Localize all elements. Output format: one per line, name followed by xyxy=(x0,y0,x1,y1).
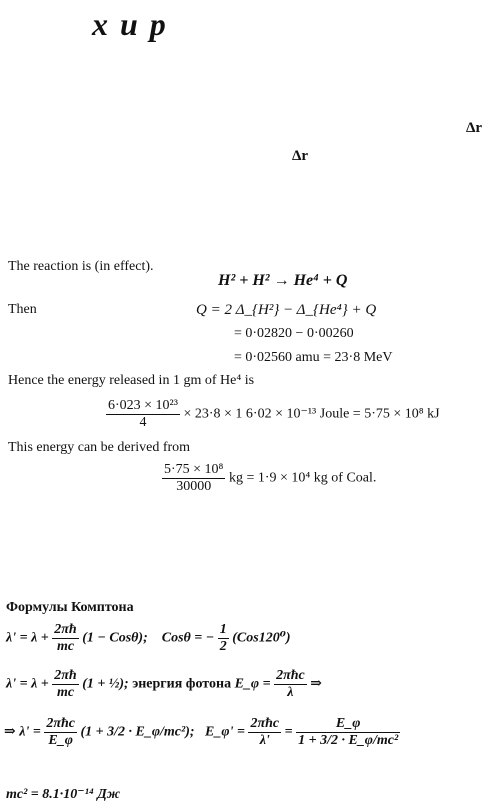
compton-formula-2: λ' = λ + $\frac{2\pi ħ}{mc}$ (1 + ½); энергия фотона E_φ = $\frac{\text{2πħc}}{\lambda}$ ⇒ xyxy=(6,668,322,700)
delta-mark-mid: Δr xyxy=(292,148,309,164)
delta-mark-right: Δr xyxy=(466,120,483,136)
reaction-intro: The reaction is (in effect). xyxy=(8,259,154,274)
compton-formula-4: mc² = 8.1·10⁻¹⁴ Дж xyxy=(6,787,121,802)
q-equation: Q = 2 Δ_{H²} − Δ_{He⁴} + Q xyxy=(196,302,377,318)
compton-title: Формулы Комптона xyxy=(6,600,134,615)
reaction-equation: H² + H² → He⁴ + Q xyxy=(218,272,348,289)
hence-text: Hence the energy released in 1 gm of He⁴ is xyxy=(8,373,255,388)
derived-text: This energy can be derived from xyxy=(8,440,191,455)
coal-fraction xyxy=(162,462,225,495)
then-label: Then xyxy=(8,302,37,317)
page-header: x и p xyxy=(92,6,168,42)
energy-numerator: 6·023 × 10²³ xyxy=(108,398,178,413)
coal-rest: kg = 1·9 × 10⁴ kg of Coal. xyxy=(228,470,377,486)
compton-formula-1: λ' = λ + $\frac{2\pi ħ}{mc}$ (1 − Cosθ); Cosθ = − $\frac{1}{2}$ (Cos120⁰) xyxy=(6,622,291,654)
energy-fraction xyxy=(106,398,180,431)
coal-numerator: 5·75 × 10⁸ xyxy=(164,462,224,477)
q-line-2: = 0·02820 − 0·00260 xyxy=(234,326,354,341)
energy-denominator: 4 xyxy=(139,415,147,430)
coal-denominator: 30000 xyxy=(176,479,212,494)
q-line-3: = 0·02560 amu = 23·8 MeV xyxy=(234,350,393,365)
coal-formula xyxy=(162,462,376,495)
energy-formula xyxy=(106,398,440,431)
compton-formula-3: ⇒ λ' = $\frac{\text{2πħc}}{E\_\varphi}$ (1 + 3/2 · E_φ/mc²); E_φ' = $\frac{\text{2πħc}}{\lambda'}$ = $\frac{E\_\varphi}{\text{1 + 3/2 · E\_φ/mc²}}$ xyxy=(4,716,399,748)
energy-rest: × 23·8 × 1 6·02 × 10⁻¹³ Joule = 5·75 × 10⁸ kJ xyxy=(183,406,440,422)
